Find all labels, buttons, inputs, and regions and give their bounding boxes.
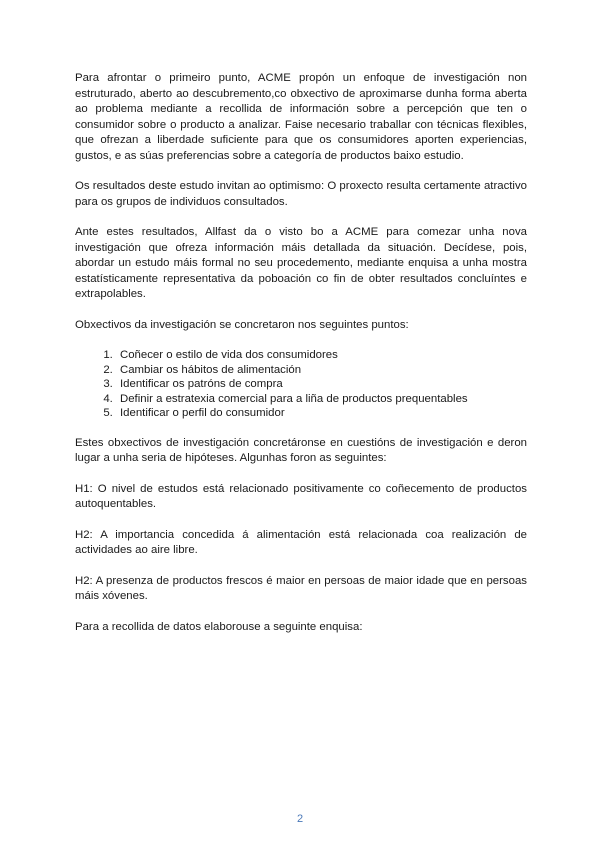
- list-item: 3. Identificar os patróns de compra: [116, 377, 527, 392]
- list-item: 4. Definir a estratexia comercial para a liña de productos prequentables: [116, 392, 527, 407]
- list-item: 2. Cambiar os hábitos de alimentación: [116, 363, 527, 378]
- paragraph-objectives-intro: Obxectivos da investigación se concretaron nos seguintes puntos:: [75, 318, 409, 331]
- list-item: 1. Coñecer o estilo de vida dos consumidores: [116, 348, 527, 363]
- hypothesis-h1: H1: O nivel de estudos está relacionado positivamente co coñecemento de productos autoquentables.: [75, 482, 527, 511]
- paragraph-survey-intro: Para a recollida de datos elaborouse a seguinte enquisa:: [75, 620, 363, 633]
- list-item: 5. Identificar o perfil do consumidor: [116, 406, 527, 421]
- paragraph-hypotheses-intro: Estes obxectivos de investigación concretáronse en cuestións de investigación e deron lugar a unha seria de hipóteses. Algunhas foron as seguintes:: [75, 436, 527, 465]
- paragraph-new-investigation: Ante estes resultados, Allfast da o visto bo a ACME para comezar unha nova investigación que ofreza información máis detallada da situación. Decídese, pois, abordar un estudo máis formal no seu procedemento, mediante enquisa a unha mostra estatísticamente representativa da poboación co fin de obter resultados concluíntes e extrapolables.: [75, 226, 527, 300]
- hypothesis-h2-fresh-products: H2: A presenza de productos frescos é maior en persoas de maior idade que en persoas máis xóvenes.: [75, 574, 527, 603]
- paragraph-results: Os resultados deste estudo invitan ao optimismo: O proxecto resulta certamente atractivo para os grupos de individuos consultados.: [75, 180, 527, 208]
- page-number: 2: [296, 813, 304, 825]
- hypothesis-h2-activities: H2: A importancia concedida á alimentación está relacionada coa realización de actividades ao aire libre.: [75, 528, 527, 557]
- paragraph-approach: Para afrontar o primeiro punto, ACME propón un enfoque de investigación non estruturado, aberto ao descubremento,co obxectivo de aproximarse dunha forma aberta ao problema mediante a recollida de información sobre a percepción que ten o consumidor sobre o producto a analizar. Faise necesario traballar con técnicas flexibles, que ofrezan a liberdade suficiente para que os consumidores aporten experiencias, gustos, e as súas preferencias sobre a categoría de productos baixo estudio.: [75, 72, 527, 162]
- page-body: [75, 71, 527, 650]
- objectives-list: [75, 348, 527, 421]
